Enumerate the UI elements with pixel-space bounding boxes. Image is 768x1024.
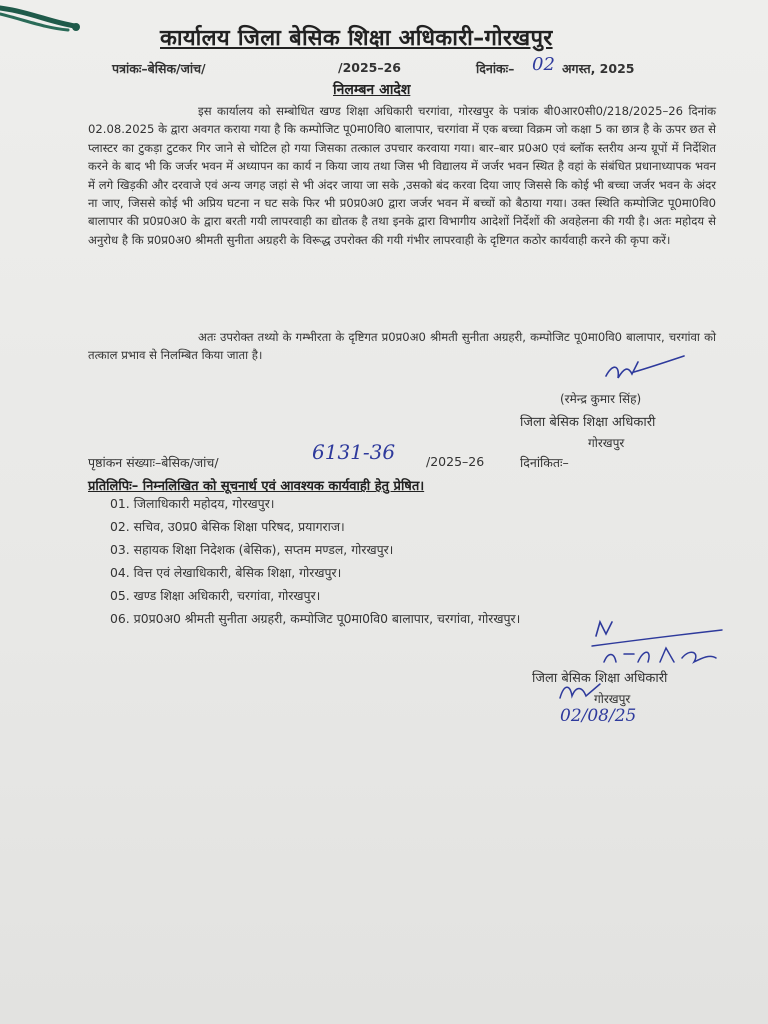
list-item: 01. जिलाधिकारी महोदय, गोरखपुर। xyxy=(110,496,275,511)
endorsement-number-label: पृष्ठांकन संख्याः–बेसिक/जांच/ xyxy=(88,455,219,470)
footer-designation: जिला बेसिक शिक्षा अधिकारी xyxy=(532,671,668,686)
officer-designation: जिला बेसिक शिक्षा अधिकारी xyxy=(520,415,656,430)
officer-name: (रमेन्द्र कुमार सिंह) xyxy=(560,392,642,406)
handwritten-date: 02 xyxy=(532,54,555,75)
footer-place: गोरखपुर xyxy=(594,692,631,706)
officer-signature xyxy=(598,354,698,390)
footer-initials xyxy=(556,678,606,702)
handwritten-endorsement-number: 6131-36 xyxy=(312,440,396,464)
received-initials-mark xyxy=(582,618,732,666)
handwritten-footer-date: 02/08/25 xyxy=(560,706,637,726)
copy-to-heading: प्रतिलिपिः– निम्नलिखित को सूचनार्थ एवं आवश्यक कार्यवाही हेतु प्रेषित। xyxy=(88,479,425,494)
date-month-year: अगस्त, 2025 xyxy=(562,61,635,76)
officer-place: गोरखपुर xyxy=(588,436,625,450)
office-title: कार्यालय जिला बेसिक शिक्षा अधिकारी–गोरखपुर xyxy=(160,26,553,51)
list-item: 03. सहायक शिक्षा निदेशक (बेसिक), सप्तम मण्डल, गोरखपुर। xyxy=(110,542,394,557)
list-item: 02. सचिव, उ0प्र0 बेसिक शिक्षा परिषद, प्रयागराज। xyxy=(110,519,345,534)
date-label: दिनांकः– xyxy=(476,61,515,76)
list-item: 05. खण्ड शिक्षा अधिकारी, चरगांवा, गोरखपुर। xyxy=(110,588,321,603)
list-item: 04. वित्त एवं लेखाधिकारी, बेसिक शिक्षा, गोरखपुर। xyxy=(110,565,342,580)
reference-number: पत्रांकः–बेसिक/जांच/ xyxy=(112,61,206,76)
endorsement-year: /2025–26 xyxy=(426,454,485,469)
reference-year: /2025–26 xyxy=(338,60,402,75)
binding-thread xyxy=(0,0,110,70)
list-item: 06. प्र0प्र0अ0 श्रीमती सुनीता अग्रहरी, कम्पोजिट पू0मा0वि0 बालापार, चरगांवा, गोरखपुर। xyxy=(110,611,521,626)
endorsement-date-label: दिनांकितः– xyxy=(520,455,569,470)
order-heading: निलम्बन आदेश xyxy=(333,82,411,98)
copy-to-list xyxy=(110,492,520,630)
body-paragraph-1: इस कार्यालय को सम्बोधित खण्ड शिक्षा अधिकारी चरगांवा, गोरखपुर के पत्रांक बी0आर0सी0/218/2025–26 दिनांक 02.08.2025 के द्वारा अवगत कराया गया है कि कम्पोजिट पू0मा0वि0 बालापार, चरगांवा में एक बच्चा विक्रम जो कक्षा 5 का छात्र है के ऊपर छत से प्लास्टर का टुकड़ा टुटकर गिर जाने से चोटिल हो गया जिसका तत्काल उपचार करवाया गया। बार–बार प्र0अ0 एवं ब्लॉक स्तरीय अन्य ग्रूपों में निर्देशित करने के बाद भी कि जर्जर भवन में अध्यापन का कार्य न किया जाय तथा जिस भी विद्यालय में जर्जर भवन स्थित है वहां के संबंधित प्रधानाध्यापक भवन में लगे खिड़की और दरवाजे एवं अन्य जगह जहां से भी अंदर जाया जा सके ,उसको बंद करवा दिया जाए जिससे कि कोई भी बच्चा जर्जर भवन के अंदर ना जाए, जिससे कोई भी अप्रिय घटना न घट सके फिर भी प्र0प्र0अ0 द्वारा जर्जर भवन में बच्चों को बैठाया गया। उक्त स्थिति कम्पोजिट पू0मा0वि0 बालापार की प्र0प्र0अ0 के द्वारा बरती गयी लापरवाही का द्योतक है तथा इनके द्वारा विभागीय आदेशों निर्देशों की अवहेलना की गयी है। अतः महोदय से अनुरोध है कि प्र0प्र0अ0 श्रीमती सुनीता अग्रहरी के विरूद्ध उपरोक्त की गयी गंभीर लापरवाही के दृष्टिगत कठोर कार्यवाही करने की कृपा करें। xyxy=(88,104,717,247)
body-paragraph-2: अतः उपरोक्त तथ्यो के गम्भीरता के दृष्टिगत प्र0प्र0अ0 श्रीमती सुनीता अग्रहरी, कम्पोजिट पू0मा0वि0 बालापार, चरगांवा को तत्काल प्रभाव से निलम्बित किया जाता है। xyxy=(88,330,716,363)
